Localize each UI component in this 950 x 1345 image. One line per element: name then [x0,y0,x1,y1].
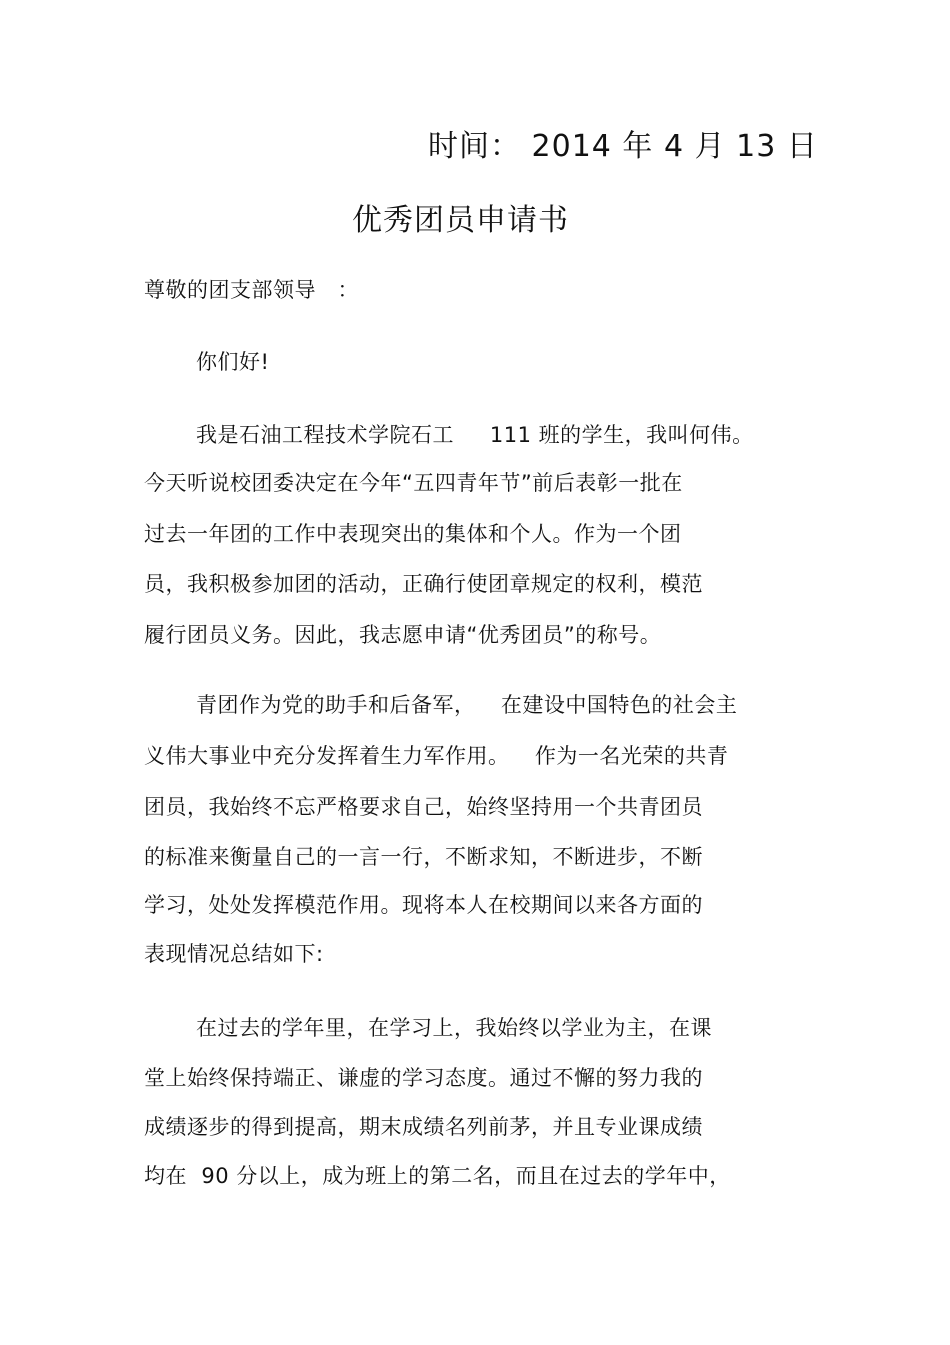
paragraph-line: 履行团员义务。因此，我志愿申请“优秀团员”的称号。 [144,623,662,647]
paragraph-line: 在过去的学年里，在学习上，我始终以学业为主，在课 [196,1016,712,1040]
document-title: 优秀团员申请书 [352,203,569,238]
paragraph-line: 过去一年团的工作中表现突出的集体和个人。作为一个团 [144,522,682,546]
paragraph-line: 我是石油工程技术学院石工 111 班的学生，我叫何伟。 [196,423,754,447]
date-line: 时间： 2014 年 4 月 13 日 [428,129,818,164]
paragraph-line: 义伟大事业中充分发挥着生力军作用。 作为一名光荣的共青 [144,744,729,768]
paragraph-line: 团员，我始终不忘严格要求自己，始终坚持用一个共青团员 [144,795,703,819]
paragraph-line: 堂上始终保持端正、谦虚的学习态度。通过不懈的努力我的 [144,1066,703,1090]
paragraph-line: 学习，处处发挥模范作用。现将本人在校期间以来各方面的 [144,893,703,917]
paragraph-line: 今天听说校团委决定在今年“五四青年节”前后表彰一批在 [144,471,683,495]
salutation: 尊敬的团支部领导 ： [144,278,359,302]
paragraph-line: 表现情况总结如下: [144,942,324,966]
paragraph-line: 成绩逐步的得到提高，期末成绩名列前茅，并且专业课成绩 [144,1115,703,1139]
paragraph-line: 均在 90 分以上，成为班上的第二名，而且在过去的学年中， [144,1164,731,1188]
paragraph-line: 的标准来衡量自己的一言一行，不断求知，不断进步，不断 [144,845,703,869]
greeting: 你们好! [196,350,270,374]
paragraph-line: 员，我积极参加团的活动，正确行使团章规定的权利，模范 [144,572,703,596]
paragraph-line: 青团作为党的助手和后备军， 在建设中国特色的社会主 [196,693,738,717]
